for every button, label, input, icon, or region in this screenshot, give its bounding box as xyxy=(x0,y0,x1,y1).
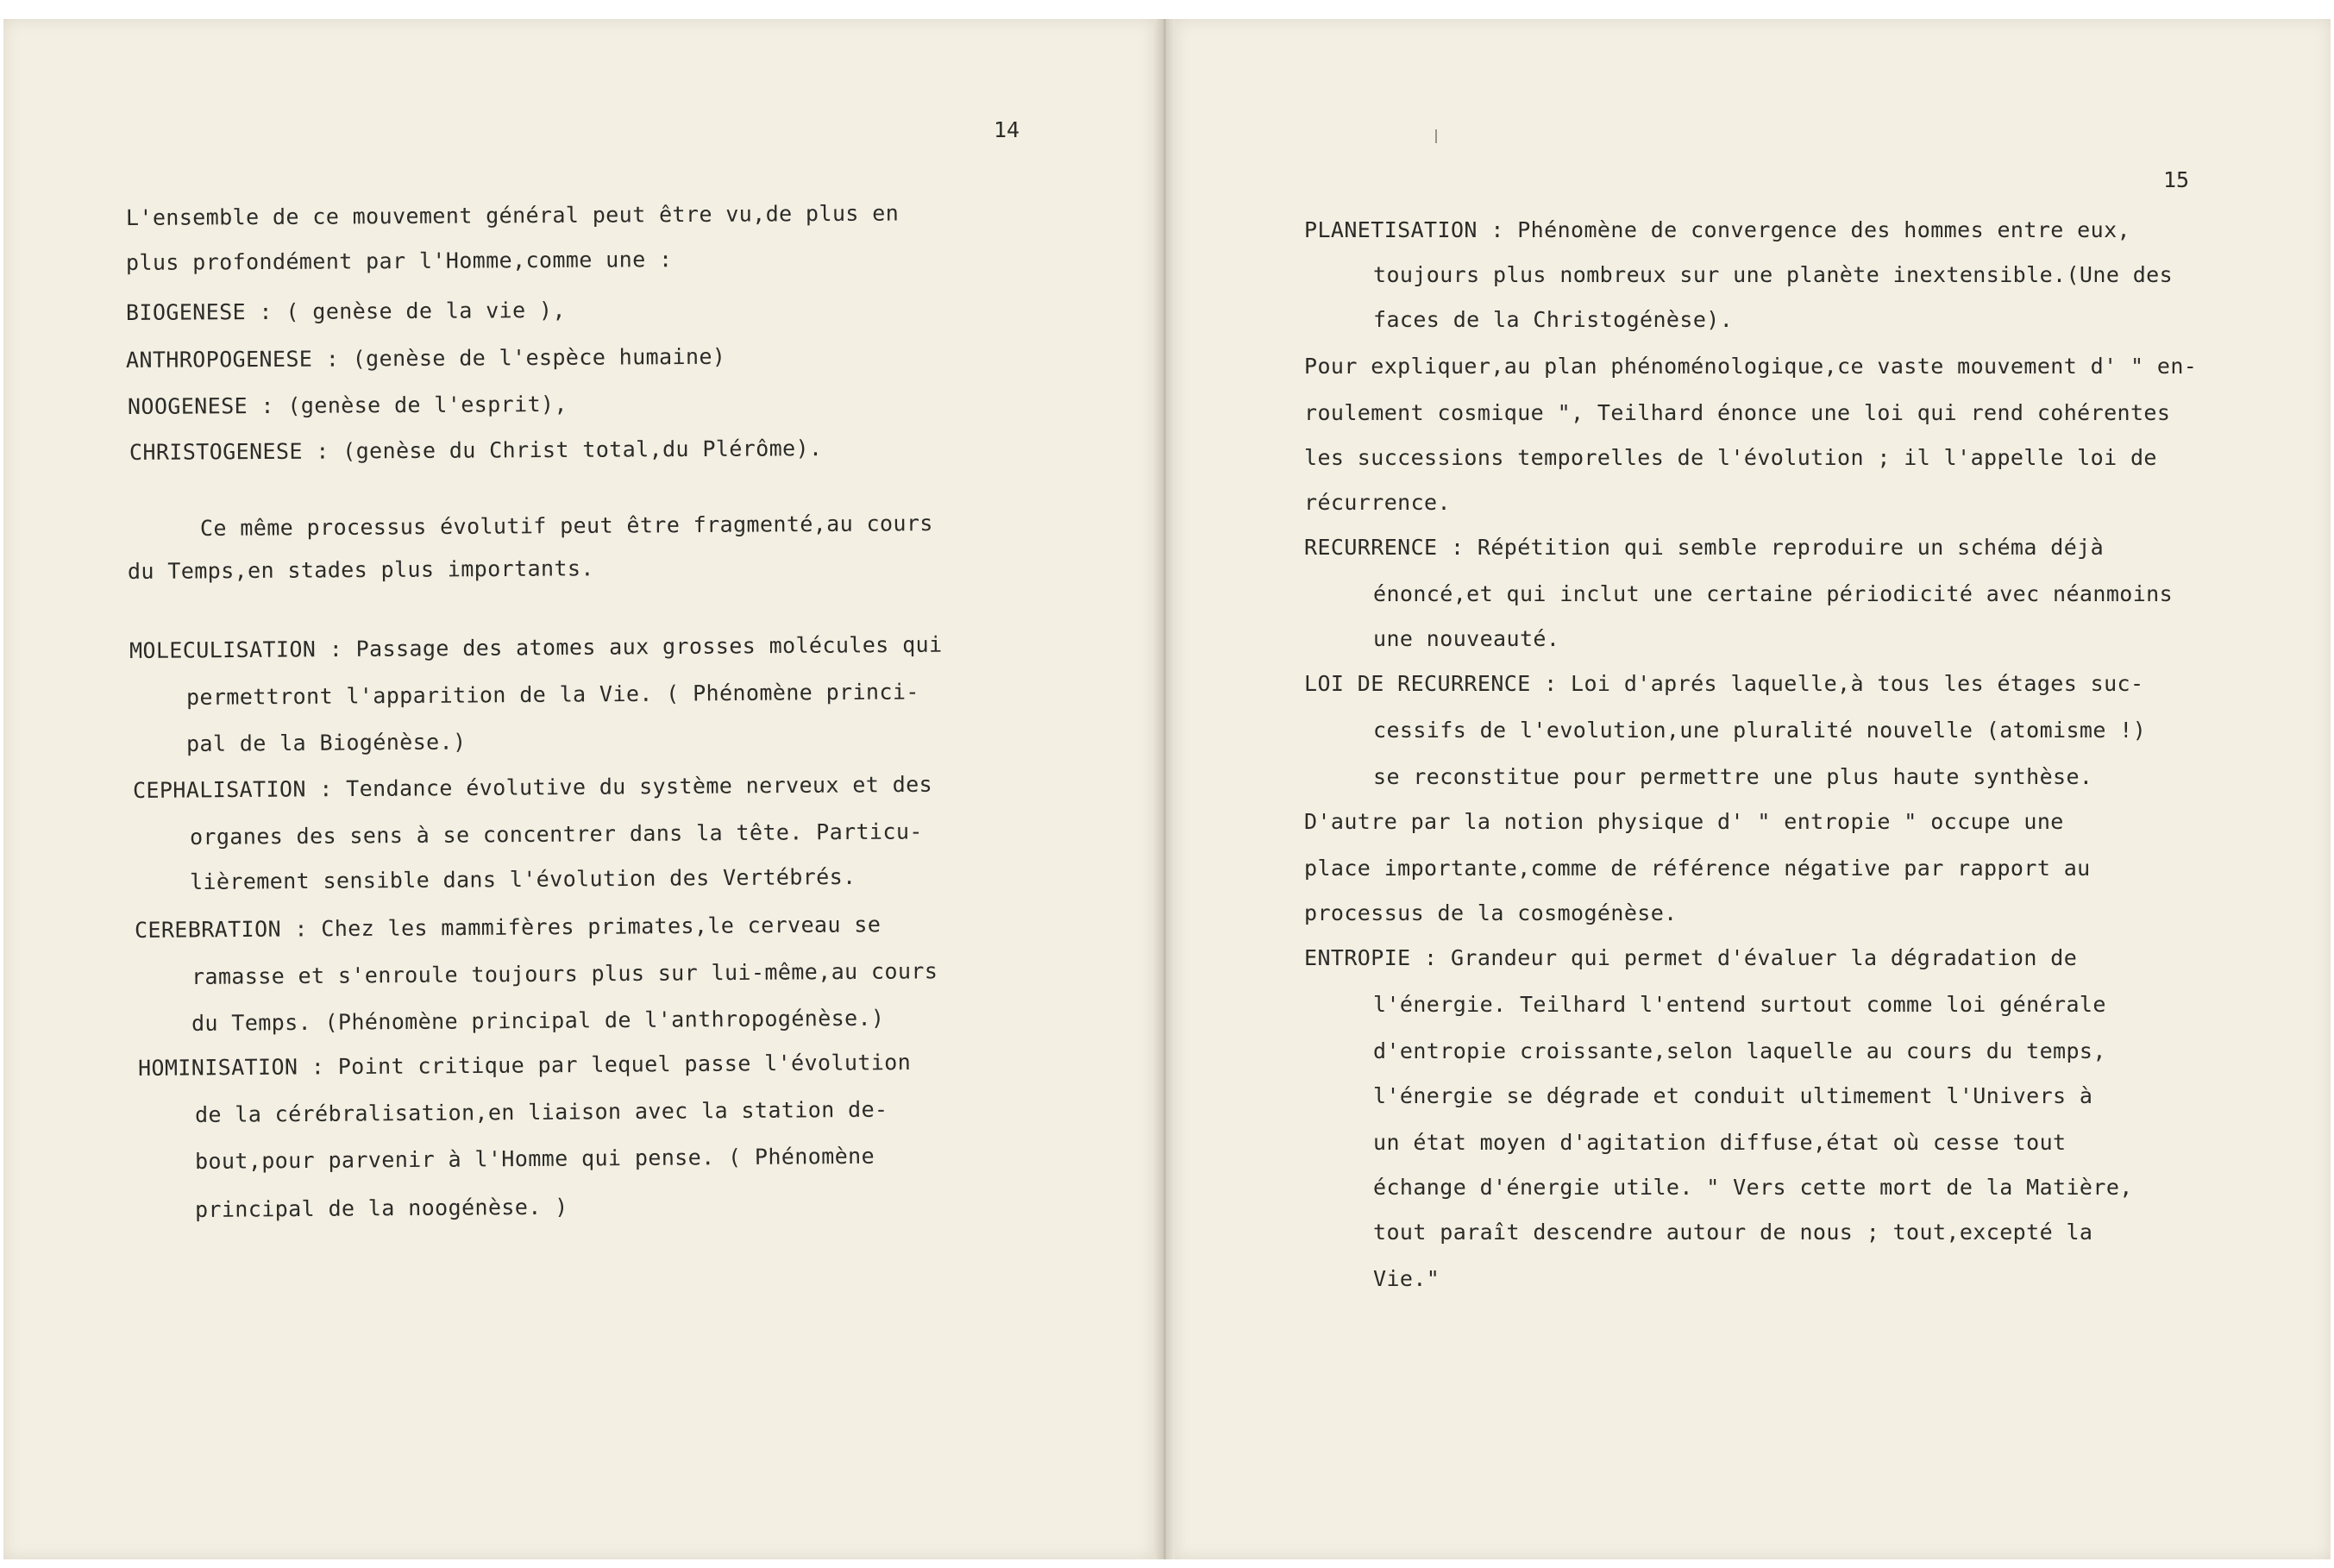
text-line: une nouveauté. xyxy=(1373,626,1560,651)
text-line: récurrence. xyxy=(1304,490,1451,515)
text-line: ENTROPIE : Grandeur qui permet d'évaluer la dégradation de xyxy=(1304,945,2078,970)
text-line: CHRISTOGENESE : (genèse du Christ total,du Plérôme). xyxy=(129,436,823,465)
text-line: processus de la cosmogénèse. xyxy=(1304,900,1678,925)
text-line: RECURRENCE : Répétition qui semble reproduire un schéma déjà xyxy=(1304,535,2105,560)
text-line: cessifs de l'evolution,une pluralité nouvelle (atomisme !) xyxy=(1373,718,2147,743)
text-line: CEREBRATION : Chez les mammifères primates,le cerveau se xyxy=(134,912,882,943)
text-line: les successions temporelles de l'évolution ; il l'appelle loi de xyxy=(1304,445,2157,470)
text-line: toujours plus nombreux sur une planète inextensible.(Une des xyxy=(1373,262,2174,287)
text-line: roulement cosmique ", Teilhard énonce une loi qui rend cohérentes xyxy=(1304,400,2171,425)
text-line: NOOGENESE : (genèse de l'esprit), xyxy=(127,391,568,419)
text-line: principal de la noogénèse. ) xyxy=(194,1194,568,1222)
text-line: CEPHALISATION : Tendance évolutive du système nerveux et des xyxy=(132,771,933,803)
text-line: permettront l'apparition de la Vie. ( Phénomène princi- xyxy=(185,679,919,710)
text-line: du Temps,en stades plus importants. xyxy=(127,555,594,584)
text-line: ANTHROPOGENESE : (genèse de l'espèce humaine) xyxy=(125,343,726,373)
text-line: organes des sens à se concentrer dans la tête. Particu- xyxy=(189,818,923,850)
text-line: MOLECULISATION : Passage des atomes aux grosses molécules qui xyxy=(129,631,943,663)
text-line: du Temps. (Phénomène principal de l'anthropogénèse.) xyxy=(191,1005,885,1036)
text-line: BIOGENESE : ( genèse de la vie ), xyxy=(125,297,566,325)
text-line: place importante,comme de référence négative par rapport au xyxy=(1304,856,2091,881)
text-line: pal de la Biogénèse.) xyxy=(185,729,467,756)
text-line: lièrement sensible dans l'évolution des Vertébrés. xyxy=(189,863,856,894)
text-line: échange d'énergie utile. " Vers cette mort de la Matière, xyxy=(1373,1175,2133,1200)
text-line: l'énergie. Teilhard l'entend surtout comme loi générale xyxy=(1373,992,2106,1017)
text-line: d'entropie croissante,selon laquelle au cours du temps, xyxy=(1373,1038,2106,1063)
page-number-right: 15 xyxy=(2163,167,2190,192)
text-line: se reconstitue pour permettre une plus haute synthèse. xyxy=(1373,764,2093,789)
text-line: faces de la Christogénèse). xyxy=(1373,307,1734,332)
book-gutter xyxy=(1154,19,1175,1559)
text-line: ramasse et s'enroule toujours plus sur lui-même,au cours xyxy=(191,958,938,989)
text-line: plus profondément par l'Homme,comme une : xyxy=(125,247,673,275)
text-line: Vie." xyxy=(1373,1266,1440,1291)
text-line: D'autre par la notion physique d' " entropie " occupe une xyxy=(1304,809,2064,834)
text-line: PLANETISATION : Phénomène de convergence des hommes entre eux, xyxy=(1304,217,2130,242)
text-line: tout paraît descendre autour de nous ; tout,excepté la xyxy=(1373,1220,2093,1245)
text-line: Ce même processus évolutif peut être fragmenté,au cours xyxy=(199,511,933,541)
text-line: LOI DE RECURRENCE : Loi d'aprés laquelle,à tous les étages suc- xyxy=(1304,671,2144,696)
text-line: un état moyen d'agitation diffuse,état où cesse tout xyxy=(1373,1130,2067,1155)
text-line: HOMINISATION : Point critique par lequel passe l'évolution xyxy=(137,1049,912,1081)
text-line: Pour expliquer,au plan phénoménologique,ce vaste mouvement d' " en- xyxy=(1304,354,2198,379)
text-line: de la cérébralisation,en liaison avec la station de- xyxy=(194,1096,888,1127)
text-line: L'ensemble de ce mouvement général peut être vu,de plus en xyxy=(125,200,900,230)
text-line: énoncé,et qui inclut une certaine périodicité avec néanmoins xyxy=(1373,581,2174,606)
text-line: bout,pour parvenir à l'Homme qui pense. ( Phénomène xyxy=(194,1143,875,1174)
page-number-left: 14 xyxy=(994,117,1020,142)
page-mark xyxy=(1435,129,1437,143)
text-line: l'énergie se dégrade et conduit ultimement l'Univers à xyxy=(1373,1083,2093,1108)
